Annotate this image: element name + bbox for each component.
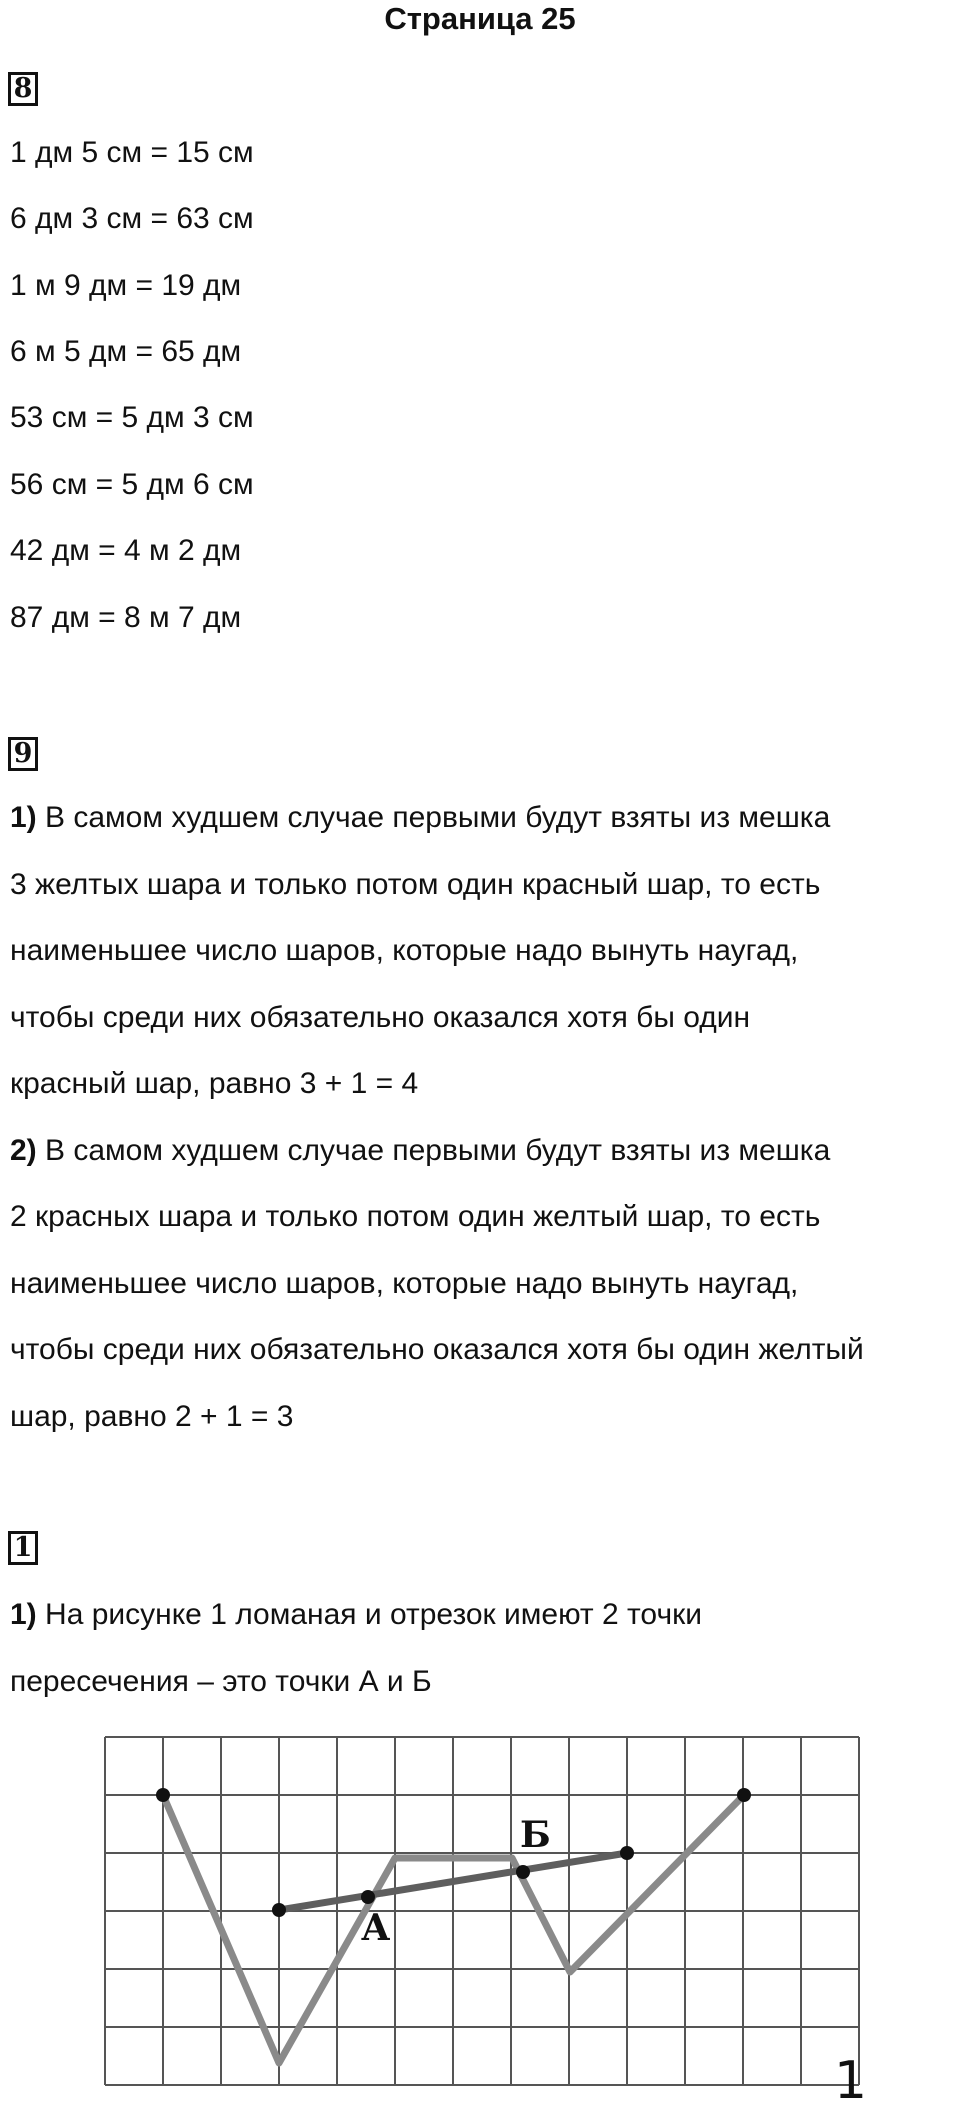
task-9-part-2-line-1 <box>10 1131 955 1171</box>
task-9-part-1-line-5: красный шар, равно 3 + 1 = 4 <box>10 1067 419 1100</box>
point-b <box>516 1865 530 1879</box>
task-8-line-4: 6 м 5 дм = 65 дм <box>10 335 242 368</box>
task-9-part-1-line-4: чтобы среди них обязательно оказался хотя бы один <box>10 1001 751 1034</box>
task-8-line-3: 1 м 9 дм = 19 дм <box>10 269 242 302</box>
point-segment-start <box>272 1903 286 1917</box>
task-1-part-1-marker: 1) <box>10 1598 37 1631</box>
task-9-part-2-line-2: 2 красных шара и только потом один желтый шар, то есть <box>10 1200 821 1233</box>
task-9-part-2-line-4: чтобы среди них обязательно оказался хотя бы один желтый <box>10 1333 864 1366</box>
point-right-top <box>737 1788 751 1802</box>
task-8-line-1: 1 дм 5 см = 15 см <box>10 136 254 169</box>
task-8-line-7: 42 дм = 4 м 2 дм <box>10 534 242 567</box>
task-9-part-2-line-5: шар, равно 2 + 1 = 3 <box>10 1400 294 1433</box>
task-9-part-1-marker: 1) <box>10 801 37 834</box>
point-b-label: Б <box>520 1814 551 1856</box>
task-8-line-6: 56 см = 5 дм 6 см <box>10 468 254 501</box>
page-title: Страница 25 <box>384 1 576 36</box>
task-9-part-1-text: В самом худшем случае первыми будут взяты из мешка <box>36 801 831 834</box>
task-9-part-2-line-3: наименьшее число шаров, которые надо вынуть наугад, <box>10 1267 799 1300</box>
task-8-line-2: 6 дм 3 см = 63 см <box>10 202 254 235</box>
point-a-label: А <box>361 1907 391 1949</box>
grid-figure <box>100 1735 860 2105</box>
figure-number: 1 <box>834 2051 868 2111</box>
point-a <box>361 1890 375 1904</box>
task-8-number: 8 <box>8 72 38 106</box>
task-9-part-2-text: В самом худшем случае первыми будут взяты из мешка <box>36 1134 831 1167</box>
task-9-part-1-line-1 <box>10 798 955 838</box>
task-8-line-5: 53 см = 5 дм 3 см <box>10 401 254 434</box>
task-9-part-1-line-3: наименьшее число шаров, которые надо вынуть наугад, <box>10 934 799 967</box>
task-1-part-1-line-2: пересечения – это точки А и Б <box>10 1665 432 1698</box>
point-segment-end <box>620 1846 634 1860</box>
task-9-part-2-marker: 2) <box>10 1134 37 1167</box>
task-9-number: 9 <box>8 737 38 771</box>
task-1-part-1-line-1 <box>10 1595 955 1635</box>
task-1-number: 1 <box>8 1531 38 1565</box>
task-1-part-1-text: На рисунке 1 ломаная и отрезок имеют 2 точки <box>36 1598 702 1631</box>
task-9-part-1-line-2: 3 желтых шара и только потом один красный шар, то есть <box>10 868 821 901</box>
point-left-top <box>156 1788 170 1802</box>
task-8-line-8: 87 дм = 8 м 7 дм <box>10 601 242 634</box>
